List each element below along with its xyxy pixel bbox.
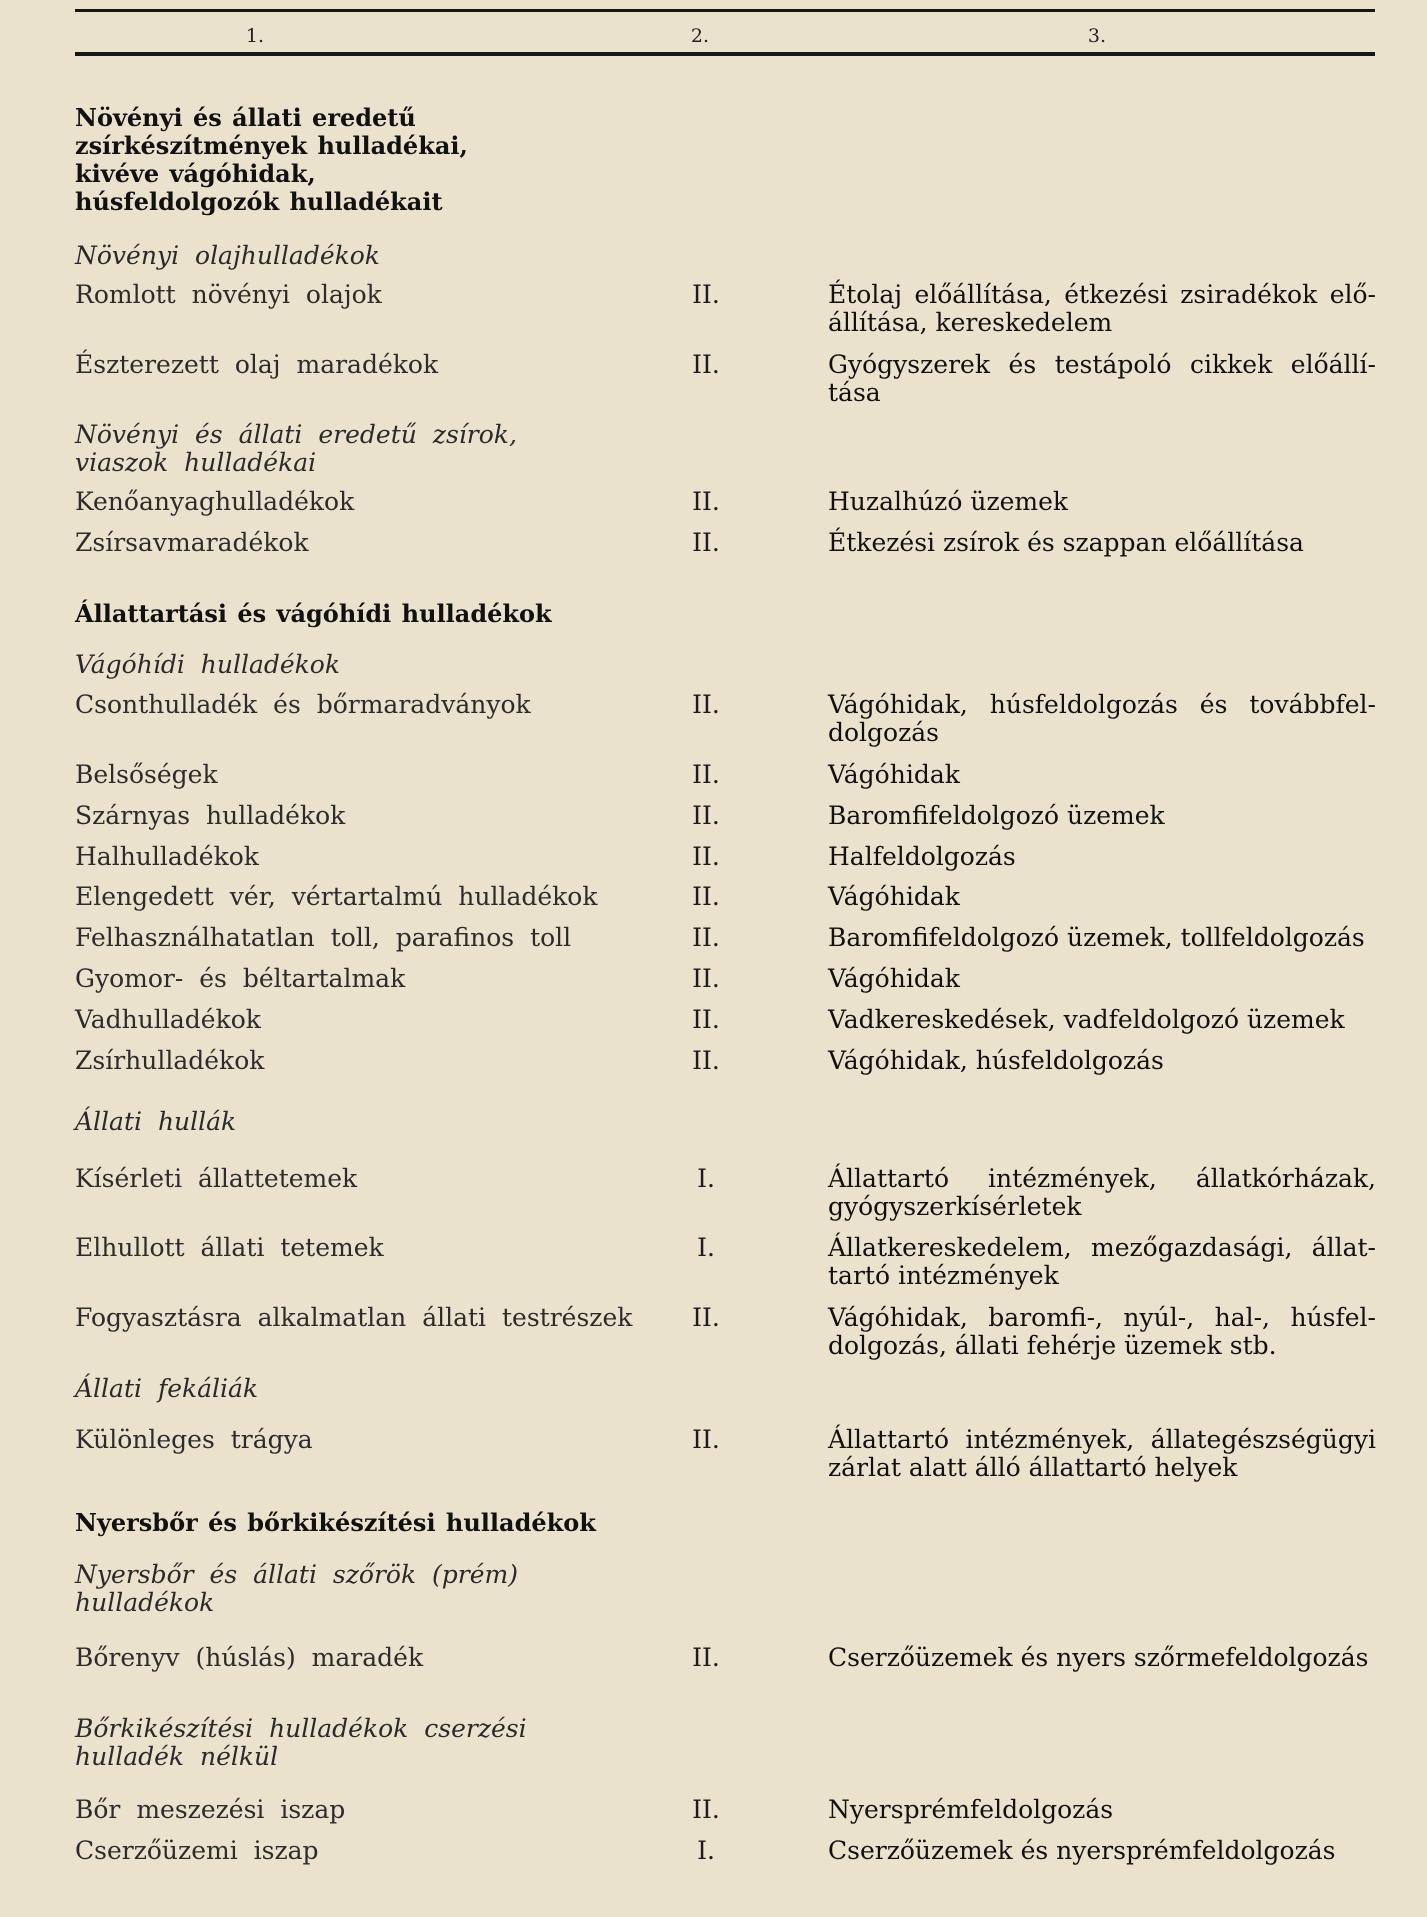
- origin-line: dolgozás: [828, 718, 940, 747]
- section-title: [75, 1509, 596, 1537]
- waste-name: Észterezett olaj maradékok: [75, 350, 439, 379]
- group-subtitle: [75, 651, 340, 679]
- group-subtitle: [75, 1375, 258, 1403]
- origin-description: [828, 691, 1376, 747]
- group-subtitle: [75, 421, 517, 477]
- waste-name: Cserzőüzemi iszap: [75, 1836, 319, 1865]
- table-row: [0, 965, 1427, 993]
- column-header-1: 1.: [245, 25, 265, 47]
- hazard-class: II.: [692, 1046, 720, 1075]
- group-subtitle: [75, 1561, 518, 1617]
- waste-name: Zsírsavmaradékok: [75, 528, 309, 557]
- section-title-line: Növényi és állati eredetű: [75, 103, 416, 132]
- group-subtitle-line: Állati hullák: [75, 1107, 237, 1136]
- waste-name: Bőrenyv (húslás) maradék: [75, 1643, 424, 1672]
- waste-name: Belsőségek: [75, 760, 218, 789]
- origin-description: [828, 281, 1376, 337]
- table-row: [0, 350, 1427, 407]
- group-subtitle-line: Vágóhídi hulladékok: [75, 650, 341, 679]
- waste-name: Romlott növényi olajok: [75, 280, 382, 309]
- table-row: [0, 1644, 1427, 1672]
- origin-line: Étolaj előállítása, étkezési zsiradékok elő-: [828, 280, 1376, 309]
- waste-name: Felhasználhatatlan toll, parafinos toll: [75, 923, 572, 952]
- waste-name: Fogyasztásra alkalmatlan állati testrészek: [75, 1303, 633, 1332]
- origin-line: tartó intézmények: [828, 1261, 1059, 1290]
- table-row: [0, 802, 1427, 830]
- group-subtitle-line: Növényi olajhulladékok: [75, 241, 380, 270]
- origin-line: Étkezési zsírok és szappan előállítása: [828, 528, 1304, 557]
- waste-name: Szárnyas hulladékok: [75, 801, 346, 830]
- group-subtitle-line: hulladékok: [75, 1588, 215, 1617]
- hazard-class: II.: [692, 882, 720, 911]
- origin-line: Nyersprémfeldolgozás: [828, 1795, 1114, 1824]
- origin-description: [828, 488, 1376, 516]
- table-row: [0, 280, 1427, 337]
- waste-name: Kísérleti állattetemek: [75, 1164, 358, 1193]
- hazard-class: II.: [692, 1643, 720, 1672]
- origin-line: gyógyszerkísérletek: [828, 1192, 1082, 1221]
- top-rule: [75, 9, 1375, 12]
- origin-description: [828, 1006, 1376, 1034]
- group-subtitle: [75, 242, 380, 270]
- hazard-class: II.: [692, 487, 720, 516]
- hazard-class: II.: [692, 760, 720, 789]
- origin-line: Vágóhidak: [828, 964, 960, 993]
- table-row: [0, 488, 1427, 516]
- hazard-class: II.: [692, 280, 720, 309]
- origin-description: [828, 1426, 1376, 1482]
- origin-line: Vágóhidak, húsfeldolgozás: [828, 1046, 1164, 1075]
- table-row: [0, 1006, 1427, 1034]
- origin-line: Halfeldolgozás: [828, 842, 1016, 871]
- section-title-line: húsfeldolgozók hulladékait: [75, 187, 443, 216]
- group-subtitle: [75, 1715, 527, 1771]
- origin-description: [828, 1165, 1376, 1221]
- hazard-class: II.: [692, 842, 720, 871]
- waste-name: Elengedett vér, vértartalmú hulladékok: [75, 882, 598, 911]
- group-subtitle: [75, 1108, 236, 1136]
- group-subtitle-line: viaszok hulladékai: [75, 448, 317, 477]
- group-subtitle-line: Növényi és állati eredetű zsírok,: [75, 420, 517, 449]
- hazard-class: II.: [692, 801, 720, 830]
- origin-line: Gyógyszerek és testápoló cikkek előállí-: [828, 350, 1376, 379]
- hazard-class: II.: [692, 964, 720, 993]
- waste-name: Halhulladékok: [75, 842, 259, 871]
- hazard-class: I.: [697, 1233, 715, 1262]
- origin-description: [828, 1837, 1376, 1865]
- origin-line: Vágóhidak, húsfeldolgozás és továbbfel-: [828, 690, 1376, 719]
- origin-description: [828, 883, 1376, 911]
- waste-name: Gyomor- és béltartalmak: [75, 964, 406, 993]
- table-row: [0, 690, 1427, 747]
- section-title-line: kivéve vágóhidak,: [75, 159, 316, 188]
- hazard-class: II.: [692, 1425, 720, 1454]
- waste-name: Elhullott állati tetemek: [75, 1233, 384, 1262]
- origin-line: zárlat alatt álló állattartó helyek: [828, 1453, 1238, 1482]
- group-subtitle-line: hulladék nélkül: [75, 1742, 279, 1771]
- origin-line: Baromfifeldolgozó üzemek, tollfeldolgozás: [828, 923, 1365, 952]
- section-title-line: Nyersbőr és bőrkikészítési hulladékok: [75, 1508, 596, 1537]
- waste-name: Különleges trágya: [75, 1425, 313, 1454]
- origin-line: tása: [828, 378, 881, 407]
- column-header-3: 3.: [1087, 25, 1107, 47]
- table-row: [0, 1233, 1427, 1290]
- origin-line: Huzalhúzó üzemek: [828, 487, 1069, 516]
- origin-line: Állatkereskedelem, mezőgazdasági, állat-: [828, 1233, 1376, 1262]
- table-row: [0, 843, 1427, 871]
- column-header-2: 2.: [690, 25, 710, 47]
- hazard-class: II.: [692, 1303, 720, 1332]
- waste-name: Csonthulladék és bőrmaradványok: [75, 690, 531, 719]
- origin-line: Vágóhidak: [828, 882, 960, 911]
- table-row: [0, 761, 1427, 789]
- origin-line: Vágóhidak, baromfi-, nyúl-, hal-, húsfel-: [828, 1303, 1376, 1332]
- section-title: [75, 600, 552, 628]
- table-row: [0, 924, 1427, 952]
- hazard-class: II.: [692, 690, 720, 719]
- section-title-line: Állattartási és vágóhídi hulladékok: [75, 599, 552, 628]
- origin-description: [828, 1644, 1376, 1672]
- table-row: [0, 1837, 1427, 1865]
- origin-description: [828, 843, 1376, 871]
- waste-name: Kenőanyaghulladékok: [75, 487, 355, 516]
- table-row: [0, 1047, 1427, 1075]
- hazard-class: II.: [692, 528, 720, 557]
- waste-name: Vadhulladékok: [75, 1005, 261, 1034]
- origin-description: [828, 761, 1376, 789]
- header-rule: [75, 52, 1375, 56]
- origin-description: [828, 351, 1376, 407]
- table-row: [0, 883, 1427, 911]
- group-subtitle-line: Állati fekáliák: [75, 1374, 259, 1403]
- origin-description: [828, 1304, 1376, 1360]
- origin-line: Baromfifeldolgozó üzemek: [828, 801, 1165, 830]
- waste-name: Zsírhulladékok: [75, 1046, 265, 1075]
- hazard-class: I.: [697, 1164, 715, 1193]
- origin-description: [828, 802, 1376, 830]
- table-row: [0, 1796, 1427, 1824]
- hazard-class: II.: [692, 923, 720, 952]
- origin-description: [828, 529, 1376, 557]
- origin-line: Cserzőüzemek és nyersprémfeldolgozás: [828, 1836, 1336, 1865]
- hazard-class: II.: [692, 1795, 720, 1824]
- group-subtitle-line: Bőrkikészítési hulladékok cserzési: [75, 1714, 527, 1743]
- origin-line: dolgozás, állati fehérje üzemek stb.: [828, 1331, 1277, 1360]
- origin-description: [828, 965, 1376, 993]
- origin-line: Állattartó intézmények, állatkórházak,: [828, 1164, 1376, 1193]
- table-row: [0, 529, 1427, 557]
- origin-line: Cserzőüzemek és nyers szőrmefeldolgozás: [828, 1643, 1369, 1672]
- group-subtitle-line: Nyersbőr és állati szőrök (prém): [75, 1560, 518, 1589]
- origin-line: Vadkereskedések, vadfeldolgozó üzemek: [828, 1005, 1345, 1034]
- origin-line: állítása, kereskedelem: [828, 308, 1113, 337]
- origin-description: [828, 924, 1376, 952]
- origin-description: [828, 1234, 1376, 1290]
- table-row: [0, 1425, 1427, 1482]
- hazard-class: II.: [692, 1005, 720, 1034]
- origin-line: Vágóhidak: [828, 760, 960, 789]
- table-row: [0, 1303, 1427, 1360]
- waste-name: Bőr meszezési iszap: [75, 1795, 346, 1824]
- section-title-line: zsírkészítmények hulladékai,: [75, 131, 468, 160]
- hazard-class: II.: [692, 350, 720, 379]
- origin-description: [828, 1796, 1376, 1824]
- section-title: [75, 104, 468, 216]
- origin-line: Állattartó intézmények, állategészségügyi: [828, 1425, 1376, 1454]
- origin-description: [828, 1047, 1376, 1075]
- hazard-class: I.: [697, 1836, 715, 1865]
- table-row: [0, 1164, 1427, 1221]
